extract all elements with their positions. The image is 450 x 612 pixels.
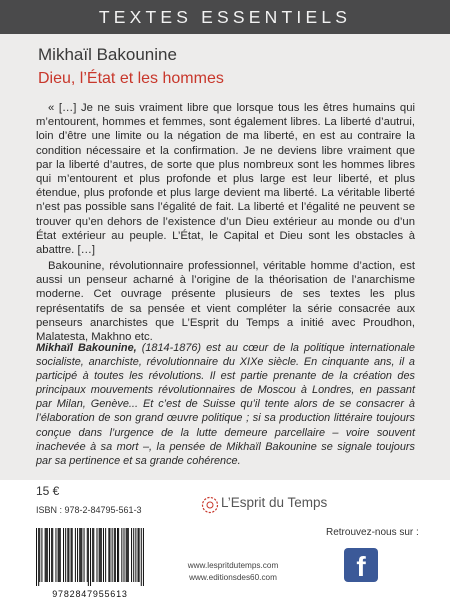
barcode-bar [75,528,76,582]
barcode-bar [133,528,134,582]
barcode-bar [46,528,47,582]
barcode-bar [80,528,81,582]
barcode-bar [103,528,104,582]
barcode-bar [118,528,119,582]
barcode-bar [115,528,116,582]
barcode-bar [101,528,102,582]
social-label: Retrouvez-nous sur : [326,527,419,538]
barcode-bar [99,528,100,582]
price: 15 € [36,484,60,498]
quote-paragraph: « […] Je ne suis vraiment libre que lorsque tous les êtres humains qui m’entourent, hommes et femmes, sont également libres. La liberté d’autrui, loin d’être une limite ou la négation de ma liberté, en est au contraire la condition nécessaire et la confirmation. Je ne deviens libre vraiment que par la liberté d’autres, de sorte que plus nombreux sont les hommes libres qui m’entourent et plus profonde et plus large est leur liberté, et plus étendue, plus profonde et plus large devient ma liberté. La véritable liberté n’est pas possible sans l’égalité de fait. La liberté et l’égalité ne peuvent se trouver qu’en dehors de l’existence d’un Dieu extérieur au monde ou d’un État extérieur au peuple. L’État, le Capital et Dieu sont les obstacles à abattre. […] [36,102,415,257]
facebook-icon[interactable]: f [344,548,378,582]
barcode-bar [128,528,129,582]
barcode-bar [36,528,37,586]
barcode-bar [93,528,94,582]
barcode-bar [71,528,72,582]
series-banner-text: TEXTES ESSENTIELS [98,6,352,27]
bio-text: (1814-1876) est au cœur de la politique internationale socialiste, anarchiste, révolutionnaire du XIXe siècle. En cinquante ans, il a participé à toutes les révolutions. Il est partie prenante de la création des principaux mouvements révolutionnaires de Moscou à Londres, en passant par Milan, Genève... Et c’est de Suisse qu’il tente alors de se consacrer à l’élaboration de son grand œuvre politique ; si sa production littéraire toujours conçue dans l’urgence de la lutte demeure parcellaire – voire souvent inachevée à sa mort –, la pensée de Mikhaïl Bakounine se signale toujours par sa pertinence et sa grande cohérence. [36,342,415,467]
barcode-bar [65,528,66,582]
intro-paragraph: Bakounine, révolutionnaire professionnel, véritable homme d’action, est aussi un penseur acharné à l’origine de la théorisation de l’anarchisme moderne. Cet ouvrage présente plusieurs de ses textes les plus représentatifs de sa pensée et vient compléter la série consacrée aux penseurs anarchistes que L’Esprit du Temps a initié avec Proudhon, Malatesta, Makhno etc. [36,260,415,344]
author-bio [36,341,415,468]
barcode-bar [96,528,97,582]
url-link[interactable]: www.lespritdutemps.com [187,561,279,570]
barcode-bar [49,528,50,582]
barcode-bar [105,528,106,582]
barcode-number: 9782847955613 [52,589,128,599]
barcode-bar [126,528,127,582]
barcode-bar [112,528,113,582]
barcode-bar [81,528,82,582]
barcode-bar [79,528,80,582]
barcode [36,528,144,586]
barcode-bar [63,528,64,582]
barcode-bar [127,528,128,582]
barcode-bar [55,528,56,582]
series-banner [0,0,450,34]
barcode-bar [59,528,60,582]
bio-author-name: Mikhaïl Bakounine, [36,342,137,354]
publisher-urls [158,560,308,584]
barcode-bar [38,528,39,586]
publisher-logo-icon [201,496,219,514]
book-title: Dieu, l’État et les hommes [38,70,224,87]
barcode-bar [114,528,115,582]
url-link[interactable]: www.editionsdes60.com [189,573,277,582]
barcode-bar [58,528,59,582]
barcode-bar [52,528,53,582]
barcode-bar [45,528,46,582]
barcode-bar [100,528,101,582]
barcode-bar [84,528,85,582]
barcode-bar [123,528,124,582]
barcode-bar [135,528,136,582]
barcode-bar [88,528,89,586]
barcode-bar [138,528,139,582]
barcode-bar [72,528,73,582]
barcode-bar [121,528,122,582]
barcode-bar [67,528,68,582]
barcode-bar [92,528,93,582]
barcode-bar [109,528,110,582]
barcode-bar [131,528,132,582]
barcode-bar [60,528,61,582]
barcode-bar [117,528,118,582]
barcode-bar [51,528,52,582]
barcode-bar [87,528,88,582]
barcode-bar [47,528,48,582]
barcode-bar [68,528,69,582]
barcode-bar [77,528,78,582]
barcode-bar [90,528,91,586]
isbn: ISBN : 978-2-84795-561-3 [36,505,142,515]
publisher-name: L’Esprit du Temps [221,495,328,510]
barcode-bar [141,528,142,586]
barcode-bar [143,528,144,586]
barcode-bar [139,528,140,582]
barcode-bar [41,528,42,582]
barcode-bar [108,528,109,582]
barcode-bar [39,528,40,582]
author-name: Mikhaïl Bakounine [38,45,177,64]
